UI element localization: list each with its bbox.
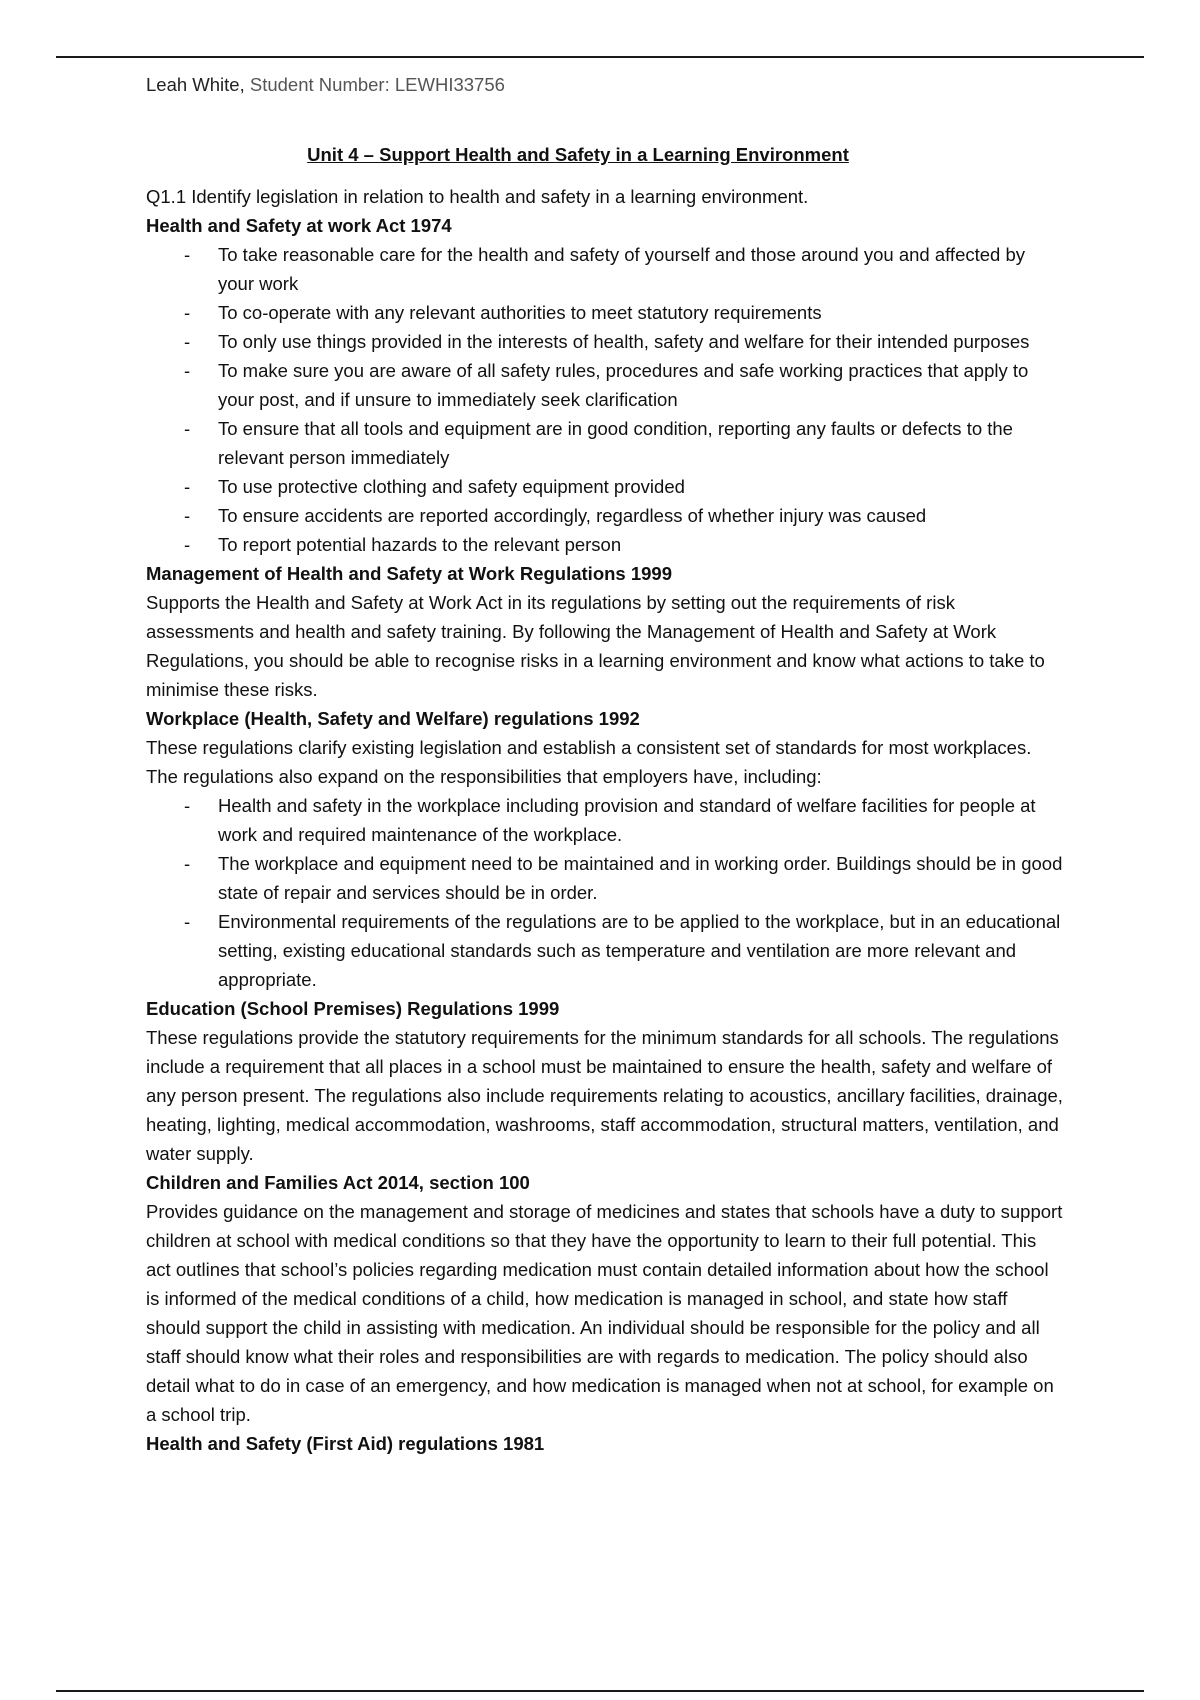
dash-bullet-icon: - <box>184 534 191 555</box>
bullet-list <box>146 791 1066 994</box>
list-item <box>146 530 1066 559</box>
dash-bullet-icon: - <box>184 244 191 265</box>
list-item-text: The workplace and equipment need to be maintained and in working order. Buildings should be in good state of repair and services should be in order. <box>218 853 1063 903</box>
list-item <box>146 414 1066 472</box>
list-item-text: To ensure that all tools and equipment are in good condition, reporting any faults or defects to the relevant person immediately <box>218 418 1013 468</box>
list-item-text: To use protective clothing and safety equipment provided <box>218 476 685 497</box>
dash-bullet-icon: - <box>184 476 191 497</box>
section-heading: Health and Safety (First Aid) regulations 1981 <box>146 1433 545 1454</box>
sections-container <box>146 211 1066 1458</box>
section-paragraph: Provides guidance on the management and storage of medicines and states that schools have a duty to support children at school with medical conditions so that they have the opportunity to learn to their full potential. This act outlines that school’s policies regarding medication must contain detailed information about how the school is informed of the medical conditions of a child, how medication is managed in school, and state how staff should support the child in assisting with medication. An individual should be responsible for the policy and all staff should know what their roles and responsibilities are with regards to medication. The policy should also detail what to do in case of an emergency, and how medication is managed when not at school, for example on a school trip. <box>146 1201 1063 1425</box>
bottom-rule <box>56 1690 1144 1692</box>
document-body <box>146 70 1066 1458</box>
list-item-text: To only use things provided in the interests of health, safety and welfare for their intended purposes <box>218 331 1030 352</box>
list-item <box>146 907 1066 994</box>
section-paragraph: Supports the Health and Safety at Work Act in its regulations by setting out the requirements of risk assessments and health and safety training. By following the Management of Health and Safety at Work Regulations, you should be able to recognise risks in a learning environment and know what actions to take to minimise these risks. <box>146 592 1045 700</box>
section-paragraph: These regulations provide the statutory requirements for the minimum standards for all schools. The regulations include a requirement that all places in a school must be maintained to ensure the health, safety and welfare of any person present. The regulations also include requirements relating to acoustics, ancillary facilities, drainage, heating, lighting, medical accommodation, washrooms, staff accommodation, structural matters, ventilation, and water supply. <box>146 1027 1063 1164</box>
list-item <box>146 849 1066 907</box>
list-item <box>146 327 1066 356</box>
dash-bullet-icon: - <box>184 418 191 439</box>
page-header <box>146 70 1066 99</box>
dash-bullet-icon: - <box>184 853 191 874</box>
section-heading: Health and Safety at work Act 1974 <box>146 215 452 236</box>
dash-bullet-icon: - <box>184 360 191 381</box>
dash-bullet-icon: - <box>184 795 191 816</box>
list-item <box>146 472 1066 501</box>
list-item-text: Health and safety in the workplace including provision and standard of welfare facilities for people at work and required maintenance of the workplace. <box>218 795 1036 845</box>
dash-bullet-icon: - <box>184 331 191 352</box>
document-title: Unit 4 – Support Health and Safety in a Learning Environment <box>307 144 849 165</box>
list-item-text: To ensure accidents are reported accordingly, regardless of whether injury was caused <box>218 505 927 526</box>
section-heading: Education (School Premises) Regulations 1999 <box>146 998 560 1019</box>
author-name: Leah White, <box>146 74 245 95</box>
section-heading: Workplace (Health, Safety and Welfare) regulations 1992 <box>146 708 640 729</box>
list-item-text: Environmental requirements of the regulations are to be applied to the workplace, but in an educational setting, existing educational standards such as temperature and ventilation are more relevant and appropriate. <box>218 911 1061 990</box>
list-item <box>146 240 1066 298</box>
list-item <box>146 356 1066 414</box>
list-item-text: To report potential hazards to the relevant person <box>218 534 622 555</box>
list-item-text: To take reasonable care for the health and safety of yourself and those around you and affected by your work <box>218 244 1026 294</box>
list-item <box>146 298 1066 327</box>
top-rule <box>56 56 1144 58</box>
student-number: Student Number: LEWHI33756 <box>249 74 505 95</box>
list-item-text: To co-operate with any relevant authorities to meet statutory requirements <box>218 302 822 323</box>
list-item <box>146 791 1066 849</box>
dash-bullet-icon: - <box>184 302 191 323</box>
dash-bullet-icon: - <box>184 505 191 526</box>
bullet-list <box>146 240 1066 559</box>
section-heading: Management of Health and Safety at Work Regulations 1999 <box>146 563 673 584</box>
section-paragraph: These regulations clarify existing legislation and establish a consistent set of standards for most workplaces. The regulations also expand on the responsibilities that employers have, including: <box>146 737 1032 787</box>
question-text: Q1.1 Identify legislation in relation to health and safety in a learning environment. <box>146 186 809 207</box>
list-item-text: To make sure you are aware of all safety rules, procedures and safe working practices that apply to your post, and if unsure to immediately seek clarification <box>218 360 1029 410</box>
list-item <box>146 501 1066 530</box>
section-heading: Children and Families Act 2014, section 100 <box>146 1172 530 1193</box>
dash-bullet-icon: - <box>184 911 191 932</box>
